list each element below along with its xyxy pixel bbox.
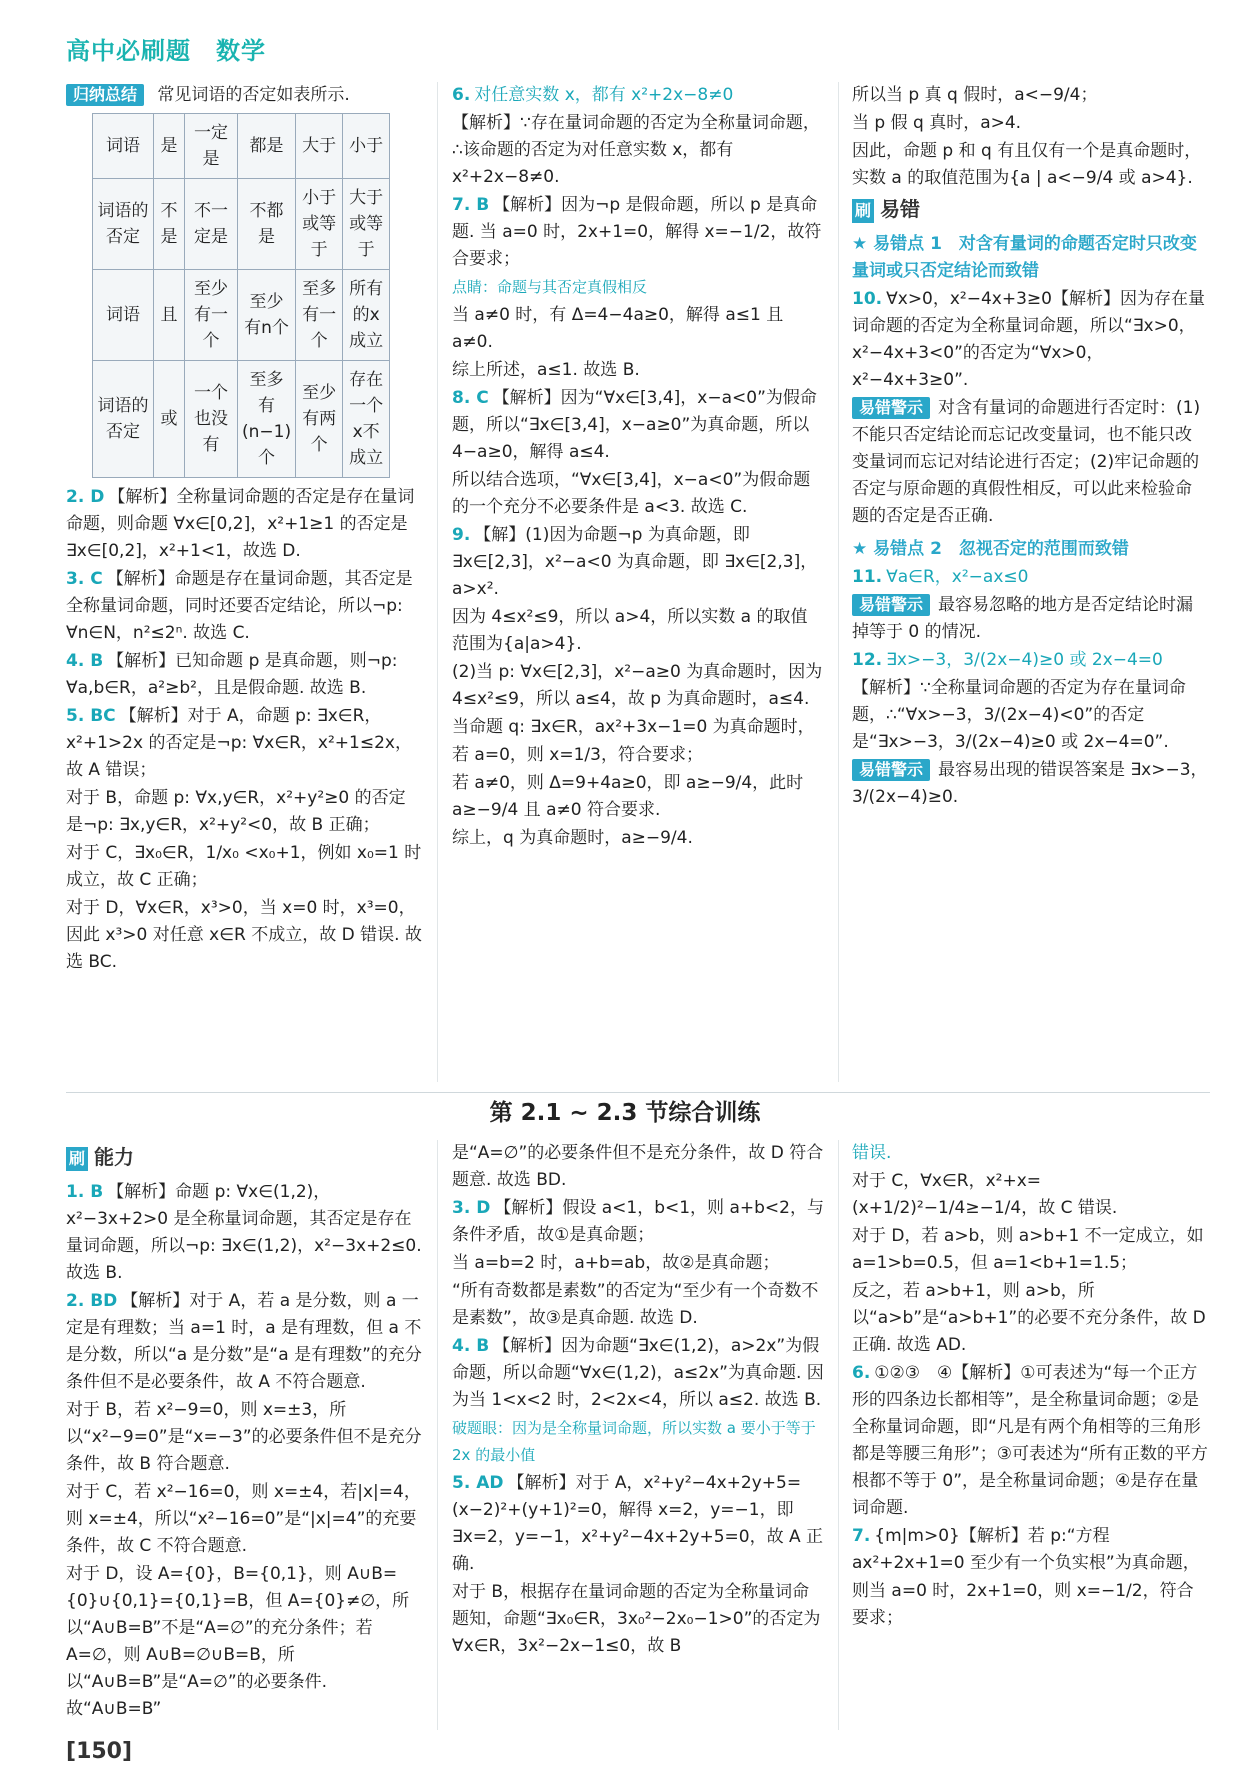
answer-item: 所以结合选项，“∀x∈[3,4]，x−a<0”为假命题的一个充分不必要条件是 a<3. 故选 C. <box>452 470 811 517</box>
answer-item: 错误. <box>852 1143 892 1163</box>
answer-item: 因此，命题 p 和 q 有且仅有一个是真命题时，实数 a 的取值范围为{a | a<−9/4 或 a>4}. <box>852 141 1202 188</box>
answer-item: 对于 D，若 a>b，则 a>b+1 不一定成立，如 a=1>b=0.5，但 a=1<b+1=1.5； <box>852 1226 1204 1273</box>
error-point-2: ★ 易错点 2 忽视否定的范围而致错 <box>852 539 1129 559</box>
bottom-column-1 <box>66 1140 422 1724</box>
answer-item: 对于 D，设 A={0}，B={0,1}，则 A∪B={0}∪{0,1}={0,1}=B，但 A={0}≠∅，所以“A∪B=B”不是“A=∅”的充分条件；若 A=∅，则 A∪B=∅∪B=B，所以“A∪B=B”是“A=∅”的必要条件. 故“A∪B=B” <box>66 1564 410 1719</box>
answer-item: 当命题 q: ∃x∈R，ax²+3x−1=0 为真命题时， <box>452 717 815 737</box>
answer-item: 3. D 【解析】假设 a<1，b<1，则 a+b<2，与条件矛盾，故①是真命题； <box>452 1198 824 1245</box>
answer-item: 对于 C，∀x∈R，x²+x=(x+1/2)²−1/4≥−1/4，故 C 错误. <box>852 1171 1118 1218</box>
column-2 <box>452 82 824 853</box>
table-row: 词语的否定 或 一个也没有 至多有(n−1)个 至少有两个 存在一个x不成立 <box>93 361 390 478</box>
answer-item: 对于 B，命题 p: ∀x,y∈R，x²+y²≥0 的否定是¬p: ∃x,y∈R，x²+y²<0，故 B 正确； <box>66 788 406 835</box>
tip-note: 破题眼：因为是全称量词命题，所以实数 a 要小于等于 2x 的最小值 <box>452 1419 816 1464</box>
answer-item: 7. B 【解析】因为¬p 是假命题，所以 p 是真命题. 当 a=0 时，2x+1=0，解得 x=−1/2，故符合要求； <box>452 195 822 269</box>
column-divider <box>437 82 438 1082</box>
section-title: 第 2.1 ~ 2.3 节综合训练 <box>489 1100 761 1126</box>
ability-heading: 刷 能力 <box>66 1144 422 1171</box>
answer-item: 2. D 【解析】全称量词命题的否定是存在量词命题，则命题 ∀x∈[0,2]，x²+1≥1 的否定是 ∃x∈[0,2]，x²+1<1，故选 D. <box>66 487 415 561</box>
answer-item: 6. ①②③ ④【解析】①可表述为“每一个正方形的四条边长都相等”，是全称量词命题；②是全称量词命题，即“凡是有两个角相等的三角形都是等腰三角形”；③可表述为“所有正数的平方根都不等于 0”，是全称量词命题；④是存在量词命题. <box>852 1363 1208 1518</box>
answer-item: 因为 4≤x²≤9，所以 a>4，所以实数 a 的取值范围为{a|a>4}. <box>452 607 808 654</box>
answer-item: 8. C 【解析】因为“∀x∈[3,4]，x−a<0”为假命题，所以“∃x∈[3,4]，x−a≥0”为真命题，所以 4−a≥0，解得 a≤4. <box>452 388 817 462</box>
answer-item: 是“A=∅”的必要条件但不是充分条件，故 D 符合题意. 故选 BD. <box>452 1143 824 1190</box>
answer-item: 10. ∀x>0，x²−4x+3≥0【解析】因为存在量词命题的否定为全称量词命题，所以“∃x>0，x²−4x+3<0”的否定为“∀x>0，x²−4x+3≥0”. <box>852 289 1205 390</box>
error-section-heading: 刷 易错 <box>852 196 1208 223</box>
table-row: 词语的否定 不是 不一定是 不都是 小于或等于 大于或等于 <box>93 179 390 270</box>
section-divider <box>66 1092 1210 1093</box>
answer-item: 当 a≠0 时，有 Δ=4−4a≥0，解得 a≤1 且 a≠0. <box>452 305 784 352</box>
negation-table <box>92 113 390 478</box>
warning-note: 易错警示 最容易忽略的地方是否定结论时漏掉等于 0 的情况. <box>852 595 1194 642</box>
page-number: [150] <box>66 1739 133 1764</box>
answer-item: 当 p 假 q 真时，a>4. <box>852 113 1022 133</box>
answer-item: 当 a=b=2 时，a+b=ab，故②是真命题； <box>452 1253 780 1273</box>
answer-item: 5. AD 【解析】对于 A，x²+y²−4x+2y+5=(x−2)²+(y+1)²=0，解得 x=2，y=−1，即 ∃x=2，y=−1，x²+y²−4x+2y+5=0，故 A 正确. <box>452 1473 824 1574</box>
answer-item: 综上，q 为真命题时，a≥−9/4. <box>452 828 693 848</box>
answer-item: (2)当 p: ∀x∈[2,3]，x²−a≥0 为真命题时，因为 4≤x²≤9，所以 a≤4，故 p 为真命题时，a≤4. <box>452 662 823 709</box>
answer-item: 3. C 【解析】命题是存在量词命题，其否定是全称量词命题，同时还要否定结论，所以¬p: ∀n∈N，n²≤2ⁿ. 故选 C. <box>66 569 413 643</box>
tip-note: 点睛：命题与其否定真假相反 <box>452 278 648 296</box>
column-3 <box>852 82 1208 812</box>
answer-item: 综上所述，a≤1. 故选 B. <box>452 360 640 380</box>
answer-item: 【解析】∵存在量词命题的否定为全称量词命题，∴该命题的否定为对任意实数 x，都有 x²+2x−8≠0. <box>452 113 820 187</box>
answer-item: 对于 B，根据存在量词命题的否定为全称量词命题知，命题“∃x₀∈R，3x₀²−2x₀−1>0”的否定为 ∀x∈R，3x²−2x−1≤0，故 B <box>452 1582 821 1656</box>
answer-item: 反之，若 a>b+1，则 a>b，所以“a>b”是“a>b+1”的必要不充分条件，故 D 正确. 故选 AD. <box>852 1281 1206 1355</box>
column-1 <box>66 82 422 977</box>
warning-note: 易错警示 最容易出现的错误答案是 ∃x>−3，3/(2x−4)≥0. <box>852 760 1208 807</box>
answer-item: 对于 C，若 x²−16=0，则 x=±4，若|x|=4，则 x=±4，所以“x²−16=0”是“|x|=4”的充要条件，故 C 不符合题意. <box>66 1482 421 1556</box>
column-divider <box>838 82 839 1082</box>
answer-item: 9. 【解】(1)因为命题¬p 为真命题，即 ∃x∈[2,3]，x²−a<0 为真命题，即 ∃x∈[2,3]，a>x². <box>452 525 818 599</box>
answer-item: 4. B 【解析】已知命题 p 是真命题，则¬p: ∀a,b∈R，a²≥b²，且是假命题. 故选 B. <box>66 651 398 698</box>
column-divider <box>838 1140 839 1730</box>
answer-item: 4. B 【解析】因为命题“∃x∈(1,2)，a>2x”为假命题，所以命题“∀x∈(1,2)，a≤2x”为真命题. 因为当 1<x<2 时，2<2x<4，所以 a≤2. 故选 B. <box>452 1336 824 1410</box>
answer-item: 则当 a=0 时，2x+1=0，则 x=−1/2，符合要求； <box>852 1581 1194 1628</box>
summary-line <box>66 82 422 109</box>
table-row: 词语 是 一定是 都是 大于 小于 <box>93 114 390 179</box>
bottom-column-3 <box>852 1140 1208 1633</box>
answer-item: 1. B 【解析】命题 p: ∀x∈(1,2)，x²−3x+2>0 是全称量词命题，其否定是存在量词命题，所以¬p: ∃x∈(1,2)，x²−3x+2≤0. 故选 B. <box>66 1182 422 1283</box>
summary-badge: 归纳总结 <box>66 84 144 106</box>
summary-text: 常见词语的否定如表所示. <box>157 85 350 105</box>
bottom-column-2 <box>452 1140 824 1661</box>
table-row: 词语 且 至少有一个 至少有n个 至多有一个 所有的x成立 <box>93 270 390 361</box>
answer-item: 6. 对任意实数 x，都有 x²+2x−8≠0 <box>452 85 734 105</box>
answer-item: 所以当 p 真 q 假时，a<−9/4； <box>852 85 1098 105</box>
answer-item: “所有奇数都是素数”的否定为“至少有一个奇数不是素数”，故③是真命题. 故选 D. <box>452 1281 819 1328</box>
answer-item: 11. ∀a∈R，x²−ax≤0 <box>852 567 1029 587</box>
answer-item: 对于 B，若 x²−9=0，则 x=±3，所以“x²−9=0”是“x=−3”的必要条件但不是充分条件，故 B 符合题意. <box>66 1400 422 1474</box>
answer-item: 7. {m|m>0}【解析】若 p:“方程 ax²+2x+1=0 至少有一个负实根”为真命题， <box>852 1526 1200 1573</box>
answer-item: 对于 C，∃x₀∈R，1/x₀ <x₀+1，例如 x₀=1 时成立，故 C 正确； <box>66 843 422 890</box>
page-header: 高中必刷题 数学 <box>66 37 266 65</box>
error-point-1: ★ 易错点 1 对含有量词的命题否定时只改变量词或只否定结论而致错 <box>852 234 1197 281</box>
answer-item: 若 a≠0，则 Δ=9+4a≥0，即 a≥−9/4，此时 a≥−9/4 且 a≠0 符合要求. <box>452 773 804 820</box>
answer-item: 对于 D，∀x∈R，x³>0，当 x=0 时，x³=0，因此 x³>0 对任意 x∈R 不成立，故 D 错误. 故选 BC. <box>66 898 422 972</box>
answer-item: 【解析】∵全称量词命题的否定为存在量词命题，∴“∀x>−3，3/(2x−4)<0”的否定是“∃x>−3，3/(2x−4)≥0 或 2x−4=0”. <box>852 678 1186 752</box>
answer-item: 12. ∃x>−3，3/(2x−4)≥0 或 2x−4=0 <box>852 650 1163 670</box>
answer-item: 若 a=0，则 x=1/3，符合要求； <box>452 745 703 765</box>
answer-item: 2. BD 【解析】对于 A，若 a 是分数，则 a 一定是有理数；当 a=1 时，a 是有理数，但 a 不是分数，所以“a 是分数”是“a 是有理数”的充分条件但不是必要条件，故 A 不符合题意. <box>66 1291 422 1392</box>
column-divider <box>437 1140 438 1730</box>
answer-item: 5. BC 【解析】对于 A，命题 p: ∃x∈R，x²+1>2x 的否定是¬p: ∀x∈R，x²+1≤2x，故 A 错误； <box>66 706 412 780</box>
warning-note: 易错警示 对含有量词的命题进行否定时：(1)不能只否定结论而忘记改变量词，也不能只改变量词而忘记对结论进行否定；(2)牢记命题的否定与原命题的真假性相反，可以此来检验命题的否定是否正确. <box>852 398 1201 526</box>
